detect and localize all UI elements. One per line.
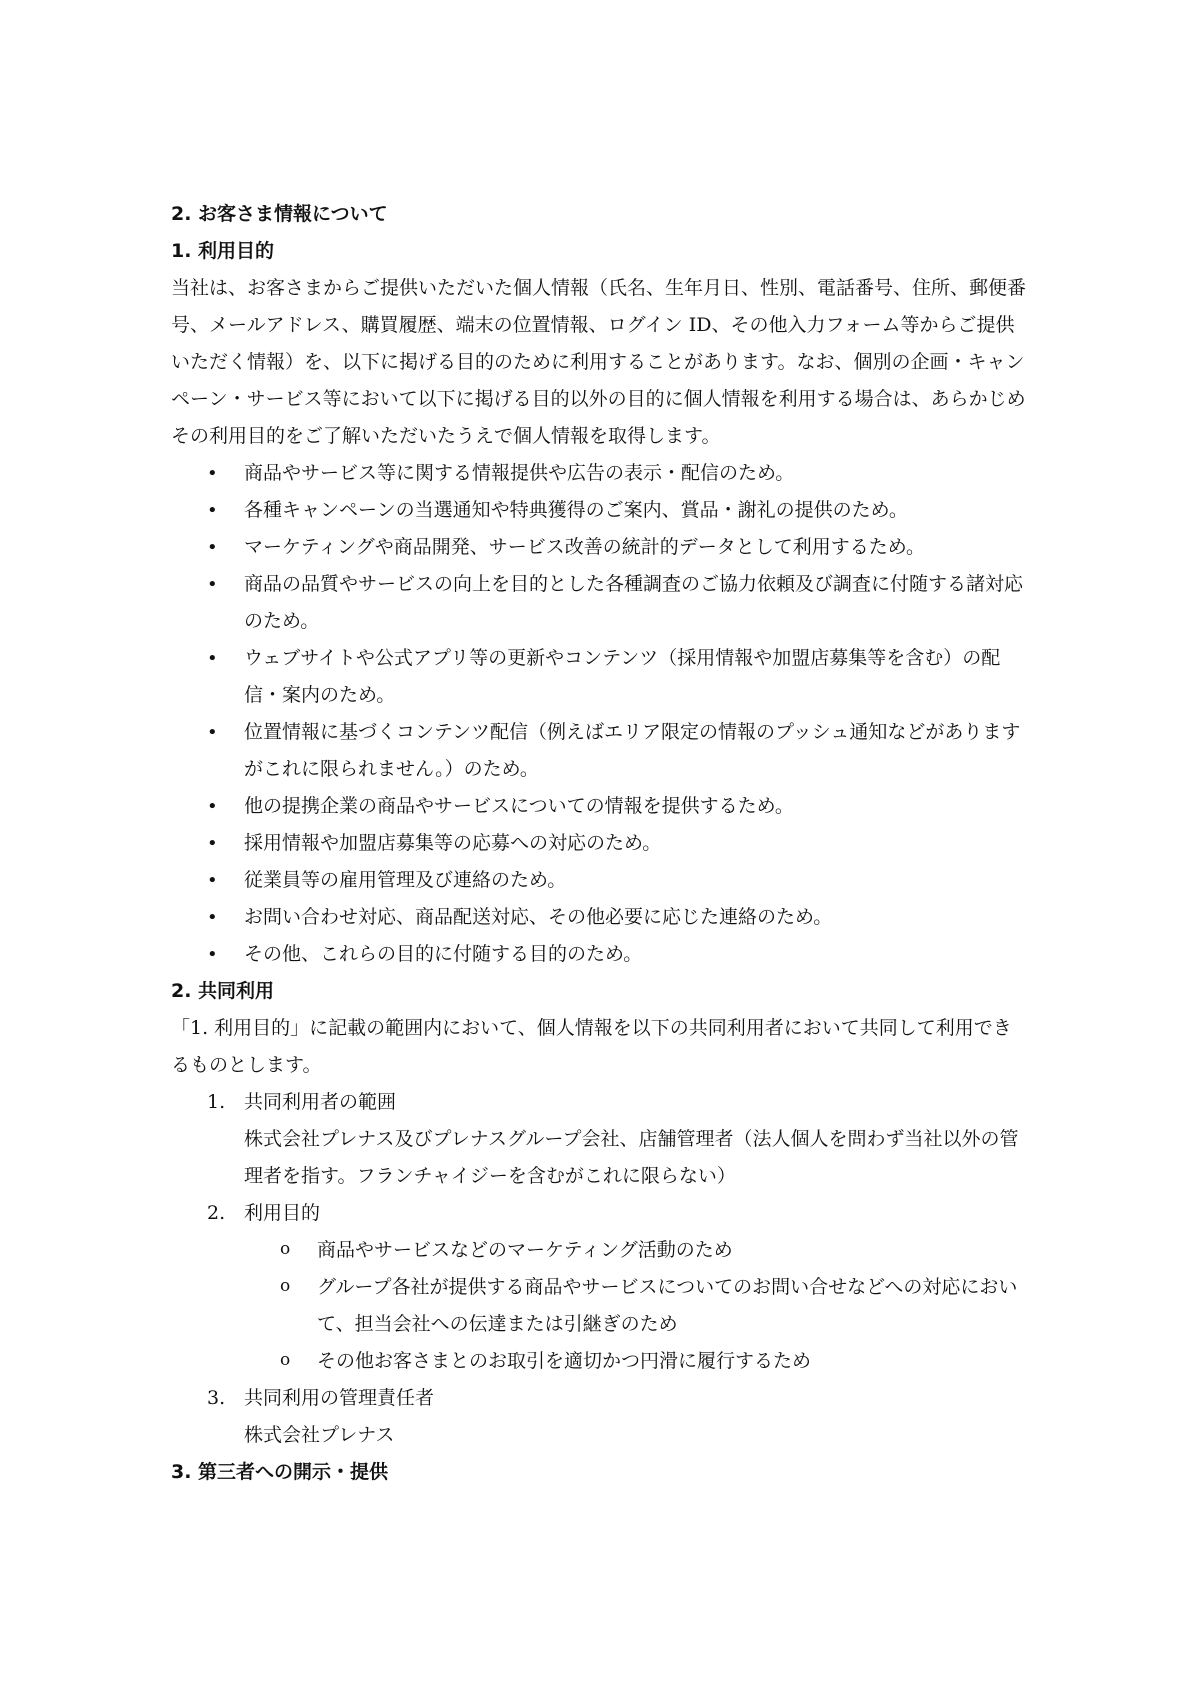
purpose-list — [171, 455, 1026, 973]
item-body: 株式会社プレナス及びプレナスグループ会社、店舗管理者（法人個人を問わず当社以外の管理者を指す。フランチャイジーを含むがこれに限らない） — [244, 1128, 1019, 1187]
list-item: • 商品やサービス等に関する情報提供や広告の表示・配信のため。 — [244, 455, 1026, 492]
purpose-heading: 1. 利用目的 — [171, 240, 275, 262]
sub-list-item: o 商品やサービスなどのマーケティング活動のため — [317, 1232, 1026, 1269]
list-item: • 採用情報や加盟店募集等の応募への対応のため。 — [244, 825, 1026, 862]
sub-list — [244, 1232, 1026, 1380]
item-number: 1. — [207, 1091, 226, 1113]
list-item: • お問い合わせ対応、商品配送対応、その他必要に応じた連絡のため。 — [244, 899, 1026, 936]
sub-list-item: o その他お客さまとのお取引を適切かつ円滑に履行するため — [317, 1343, 1026, 1380]
list-item: • マーケティングや商品開発、サービス改善の統計的データとして利用するため。 — [244, 529, 1026, 566]
joint-use-item — [207, 1195, 1026, 1380]
item-number: 3. — [207, 1387, 226, 1409]
item-number: 2. — [207, 1202, 226, 1224]
document-page — [171, 196, 1026, 1491]
list-item: • 他の提携企業の商品やサービスについての情報を提供するため。 — [244, 788, 1026, 825]
list-item: • 従業員等の雇用管理及び連絡のため。 — [244, 862, 1026, 899]
joint-use-paragraph: 「1. 利用目的」に記載の範囲内において、個人情報を以下の共同利用者において共同して利用できるものとします。 — [171, 1017, 1012, 1076]
list-item: • その他、これらの目的に付随する目的のため。 — [244, 936, 1026, 973]
item-title: 共同利用者の範囲 — [244, 1091, 397, 1113]
purpose-paragraph: 当社は、お客さまからご提供いただいた個人情報（氏名、生年月日、性別、電話番号、住所、郵便番号、メールアドレス、購買履歴、端末の位置情報、ログイン ID、その他入力フォーム等からご提供いただく情報）を、以下に掲げる目的のために利用することがあります。なお、個別の企画・キャンペーン・サービス等において以下に掲げる目的以外の目的に個人情報を利用する場合は、あらかじめその利用目的をご了解いただいたうえで個人情報を取得します。 — [171, 277, 1027, 447]
list-item: • 位置情報に基づくコンテンツ配信（例えばエリア限定の情報のプッシュ通知などがありますがこれに限られません。）のため。 — [244, 714, 1026, 788]
joint-use-item — [207, 1380, 1026, 1454]
list-item: • ウェブサイトや公式アプリ等の更新やコンテンツ（採用情報や加盟店募集等を含む）の配信・案内のため。 — [244, 640, 1026, 714]
sub-list-item: o グループ各社が提供する商品やサービスについてのお問い合せなどへの対応において、担当会社への伝達または引継ぎのため — [317, 1269, 1026, 1343]
list-item: • 商品の品質やサービスの向上を目的とした各種調査のご協力依頼及び調査に付随する諸対応のため。 — [244, 566, 1026, 640]
item-title: 利用目的 — [244, 1202, 321, 1224]
section-heading: 2. お客さま情報について — [171, 203, 388, 225]
item-title: 共同利用の管理責任者 — [244, 1387, 435, 1409]
joint-use-heading: 2. 共同利用 — [171, 980, 275, 1002]
list-item: • 各種キャンペーンの当選通知や特典獲得のご案内、賞品・謝礼の提供のため。 — [244, 492, 1026, 529]
third-party-heading: 3. 第三者への開示・提供 — [171, 1461, 389, 1483]
item-body: 株式会社プレナス — [244, 1424, 395, 1446]
joint-use-list — [171, 1084, 1026, 1454]
joint-use-item — [207, 1084, 1026, 1195]
